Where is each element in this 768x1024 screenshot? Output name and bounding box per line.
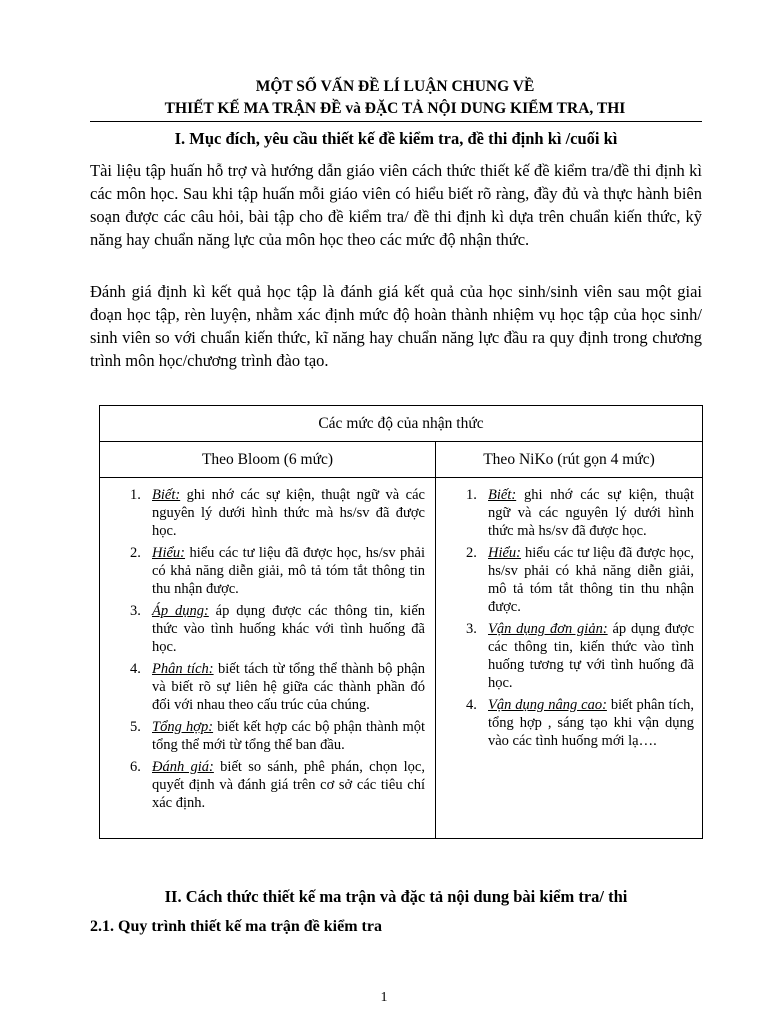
level-term: Biết: (488, 487, 517, 503)
level-term: Áp dụng: (152, 603, 209, 619)
level-number: 6. (130, 759, 141, 775)
subsection-heading: 2.1. Quy trình thiết kế ma trận đề kiểm tra (90, 918, 382, 935)
title-underline (90, 121, 702, 122)
document-title-line1: MỘT SỐ VẤN ĐỀ LÍ LUẬN CHUNG VỀ (255, 78, 535, 95)
document-title-line2: THIẾT KẾ MA TRẬN ĐỀ và ĐẶC TẢ NỘI DUNG KIỂM TRA, THI (164, 100, 626, 117)
level-description: hiểu các tư liệu đã được học, hs/sv phải có khả năng diễn giải, mô tả tóm tắt thông tin thu nhận được. (152, 545, 425, 597)
level-description: biết phân tích, tổng hợp , sáng tạo khi vận dụng vào các tình huống mới lạ…. (488, 697, 695, 749)
level-number: 2. (466, 545, 477, 561)
level-number: 4. (466, 697, 477, 713)
level-item (466, 544, 694, 616)
level-term: Biết: (152, 487, 181, 503)
level-term: Vận dụng đơn giản: (488, 621, 608, 637)
bloom-levels-cell (100, 478, 436, 839)
section2-heading: II. Cách thức thiết kế ma trận và đặc tả nội dung bài kiểm tra/ thi (164, 887, 628, 906)
bloom-levels-list (100, 478, 435, 838)
level-term: Hiểu: (152, 545, 186, 561)
table-caption: Các mức độ của nhận thức (100, 406, 703, 442)
level-term: Phân tích: (152, 661, 214, 677)
level-description: ghi nhớ các sự kiện, thuật ngữ và các nguyên lý dưới hình thức mà hs/sv đã được học. (488, 487, 694, 539)
level-item (466, 696, 695, 750)
level-item (130, 660, 425, 714)
level-number: 4. (130, 661, 141, 677)
cognitive-levels-table (99, 405, 703, 839)
column-header-bloom: Theo Bloom (6 mức) (100, 442, 436, 478)
section1-paragraph-2: Đánh giá định kì kết quả học tập là đánh giá kết quả của học sinh/sinh viên sau một giai đoạn học tập, rèn luyện, nhằm xác định mức độ hoàn thành nhiệm vụ học tập của học sinh/ sinh viên so với chuẩn kiến thức, kĩ năng hay chuẩn năng lực đầu ra quy định trong chương trình môn học/chương trình đào tạo. (90, 282, 702, 370)
level-term: Vận dụng nâng cao: (488, 697, 607, 713)
level-item (466, 620, 694, 692)
niko-levels-cell (436, 478, 703, 839)
level-item (130, 544, 425, 598)
level-term: Đánh giá: (152, 759, 214, 775)
level-description: biết tách từ tổng thể thành bộ phận và biết rõ sự liên hệ giữa các thành phần đó đối với nhau theo cấu trúc của chúng. (152, 661, 425, 713)
level-number: 3. (466, 621, 477, 637)
level-description: hiểu các tư liệu đã được học, hs/sv phải có khả năng diễn giải, mô tả tóm tắt thông tin thu nhận được. (488, 545, 694, 615)
level-number: 5. (130, 719, 141, 735)
level-item (466, 486, 694, 540)
niko-levels-list (436, 478, 702, 764)
column-header-niko: Theo NiKo (rút gọn 4 mức) (436, 442, 703, 478)
level-description: ghi nhớ các sự kiện, thuật ngữ và các nguyên lý dưới hình thức mà hs/sv đã được học. (152, 487, 425, 539)
level-description: biết so sánh, phê phán, chọn lọc, quyết định và đánh giá trên cơ sở các tiêu chí xác định. (152, 759, 425, 811)
section1-paragraph-1: Tài liệu tập huấn hỗ trợ và hướng dẫn giáo viên cách thức thiết kế đề kiểm tra/đề thi định kì các môn học. Sau khi tập huấn mỗi giáo viên có hiểu biết rõ ràng, đầy đủ và thực hành biên soạn được các câu hỏi, bài tập cho đề kiểm tra/ đề thi định kì dựa trên chuẩn kiến thức, kỹ năng hay chuẩn năng lực của môn học theo các mức độ nhận thức. (90, 161, 702, 249)
page-number: 1 (380, 990, 388, 1005)
level-description: áp dụng được các thông tin, kiến thức vào tình huống tương tự với tình huống đã học. (488, 621, 694, 691)
level-description: áp dụng được các thông tin, kiến thức vào tình huống khác với tình huống đã học. (152, 603, 425, 655)
level-item (130, 758, 425, 812)
level-term: Tổng hợp: (152, 719, 214, 735)
level-item (130, 486, 425, 540)
level-number: 2. (130, 545, 141, 561)
level-description: biết kết hợp các bộ phận thành một tổng thể mới từ tổng thể ban đầu. (152, 719, 425, 753)
level-number: 1. (466, 487, 477, 503)
level-number: 1. (130, 487, 141, 503)
level-term: Hiểu: (488, 545, 522, 561)
level-item (130, 718, 425, 754)
level-number: 3. (130, 603, 141, 619)
level-item (130, 602, 425, 656)
section1-heading: I. Mục đích, yêu cầu thiết kế đề kiểm tra, đề thi định kì /cuối kì (174, 129, 618, 148)
